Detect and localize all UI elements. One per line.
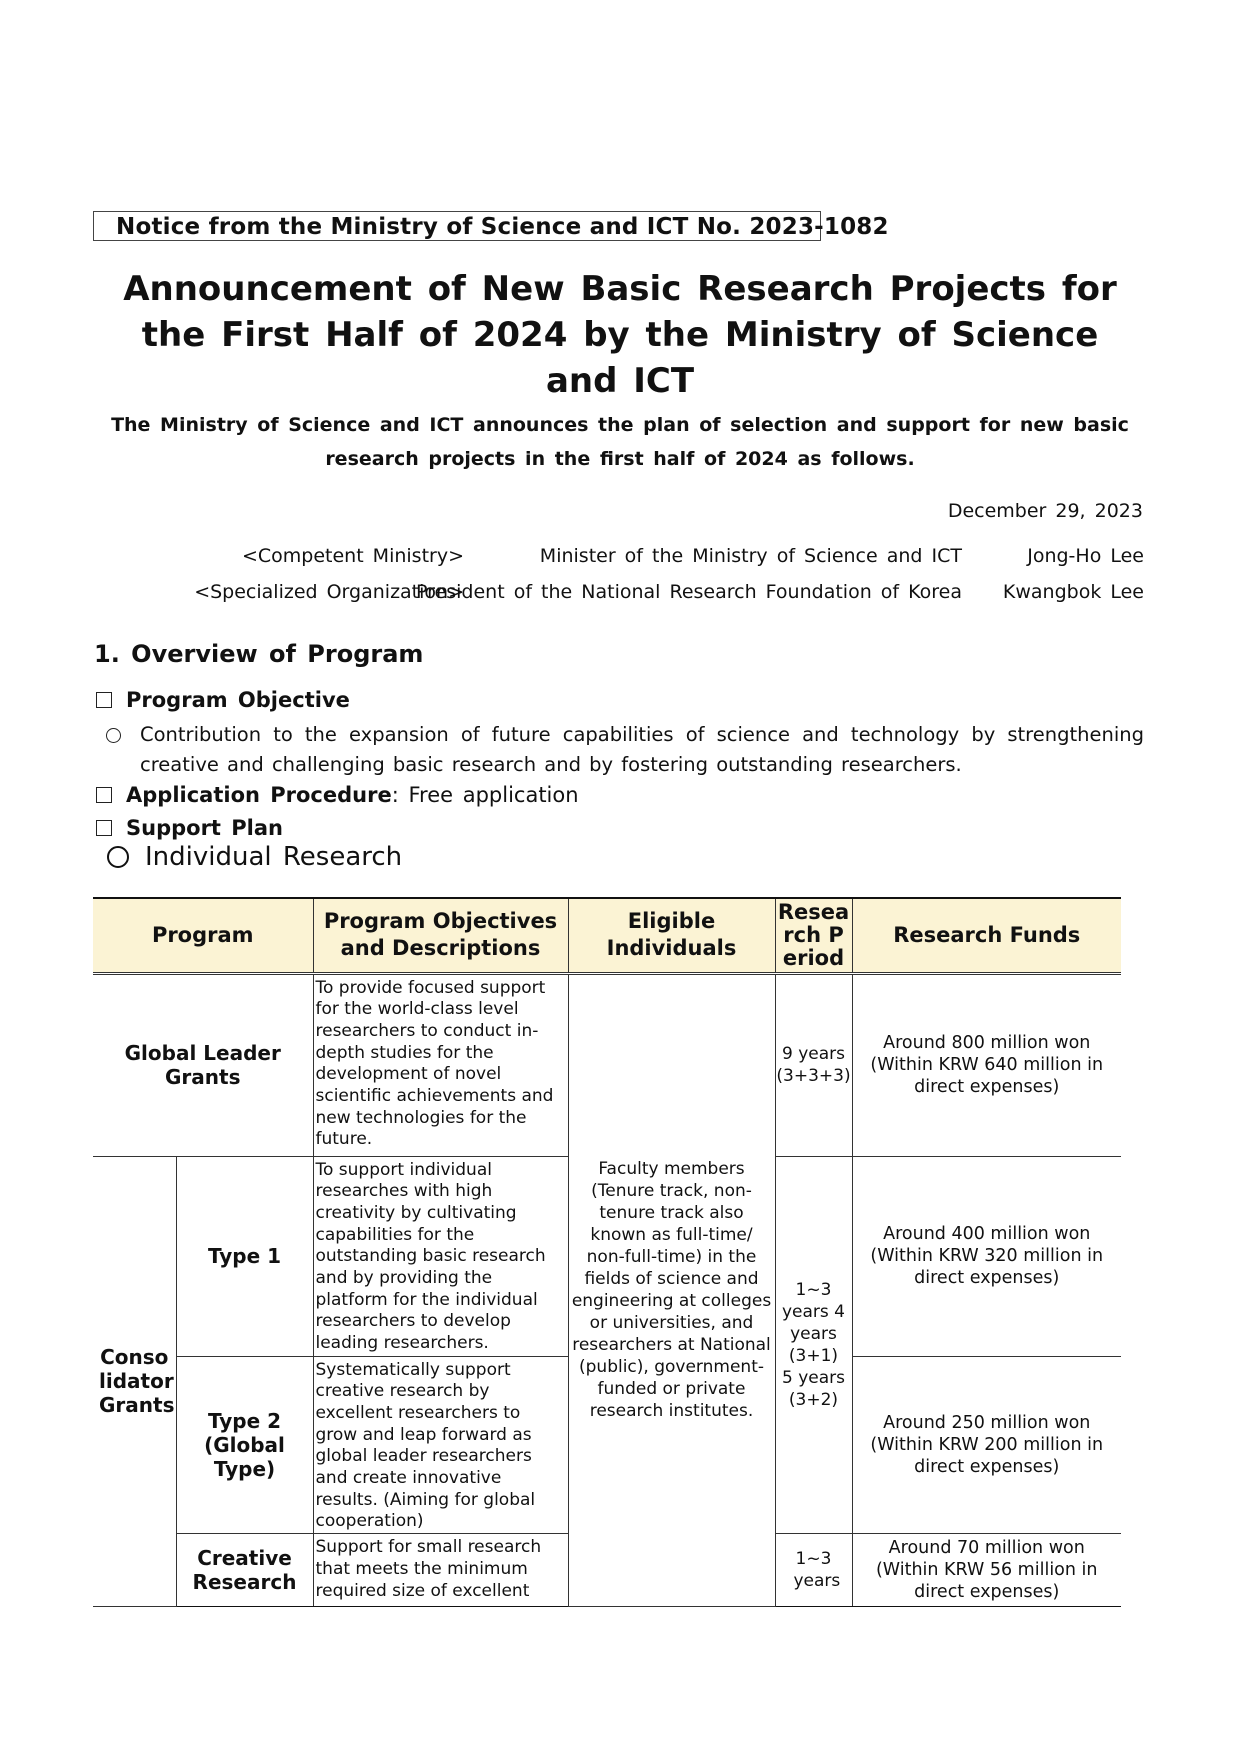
signatory-title: Minister of the Ministry of Science and ICT [539,545,962,567]
desc-type1: To support individual researches with high creativity by cultivating capabilities for the outstanding basic research and by providing the platform for the individual researchers to develop leading researchers. [313,1156,568,1356]
support-heading [96,816,283,840]
support-heading-label: Support Plan [126,816,283,840]
procedure-value: : Free application [391,783,579,807]
section-heading: 1. Overview of Program [94,640,424,668]
circle-bullet-icon [106,728,121,743]
signatory-row-organization [96,581,1144,609]
desc-type2: Systematically support creative research by excellent researchers to grow and leap forward as global leader researchers and create innovative results. (Aiming for global cooperation) [313,1356,568,1534]
signatory-role: <Competent Ministry> [241,545,464,567]
program-global-leader: Global Leader Grants [93,973,313,1156]
period-global-leader: 9 years (3+3+3) [775,973,852,1156]
funds-global-leader: Around 800 million won (Within KRW 640 million in direct expenses) [852,973,1121,1156]
objective-text: Contribution to the expansion of future capabilities of science and technology by strengthening creative and challenging basic research and by fostering outstanding researchers. [140,723,1144,776]
checkbox-square-icon [96,692,112,708]
header-eligible: Eligible Individuals [568,898,775,973]
table-header-row [93,898,1121,973]
period-type1-type2: 1~3 years 4 years (3+1) 5 years (3+2) [775,1156,852,1534]
period-creative: 1~3 years [775,1534,852,1607]
program-type1: Type 1 [176,1156,313,1356]
individual-heading-label: Individual Research [145,842,403,872]
signatory-role: <Specialized Organization> [194,581,464,603]
signatory-title: President of the National Research Foundation of Korea [416,581,962,603]
notice-date: December 29, 2023 [947,500,1143,522]
circle-bullet-icon [107,846,129,868]
checkbox-square-icon [96,787,112,803]
header-objectives: Program Objectives and Descriptions [313,898,568,973]
program-creative: Creative Research [176,1534,313,1607]
program-consolidator: Conso lidator Grants [93,1156,176,1607]
funds-creative: Around 70 million won (Within KRW 56 million in direct expenses) [852,1534,1121,1607]
notice-number: Notice from the Ministry of Science and ICT No. 2023-1082 [93,211,821,241]
checkbox-square-icon [96,820,112,836]
signatory-name: Jong-Ho Lee [1027,545,1144,567]
desc-global-leader: To provide focused support for the world-class level researchers to conduct in-depth studies for the development of novel scientific achievements and new technologies for the future. [313,973,568,1156]
intro-text: The Ministry of Science and ICT announces the plan of selection and support for new basic research projects in the first half of 2024 as follows. [111,414,1129,470]
page-title: Announcement of New Basic Research Projects for the First Half of 2024 by the Ministry of Science and ICT [123,269,1117,401]
procedure-heading [96,783,579,807]
program-type2: Type 2 (Global Type) [176,1356,313,1534]
support-plan-table [93,897,1121,1607]
eligible-individuals: Faculty members (Tenure track, non-tenure track also known as full-time/ non-full-time) in the fields of science and engineering at colleges or universities, and researchers at National (public), government-funded or private research institutes. [568,973,775,1607]
signatory-row-ministry [96,545,1144,573]
desc-creative: Support for small research that meets the minimum required size of excellent [313,1534,568,1607]
objective-heading-label: Program Objective [126,688,350,712]
individual-heading [107,842,402,872]
signatory-name: Kwangbok Lee [1002,581,1144,603]
objective-heading [96,688,350,712]
procedure-heading-label: Application Procedure [126,783,392,807]
funds-type2: Around 250 million won (Within KRW 200 million in direct expenses) [852,1356,1121,1534]
header-program: Program [93,898,313,973]
table-row [93,973,1121,1156]
header-funds: Research Funds [852,898,1121,973]
header-period: Research Period [775,898,852,973]
funds-type1: Around 400 million won (Within KRW 320 million in direct expenses) [852,1156,1121,1356]
